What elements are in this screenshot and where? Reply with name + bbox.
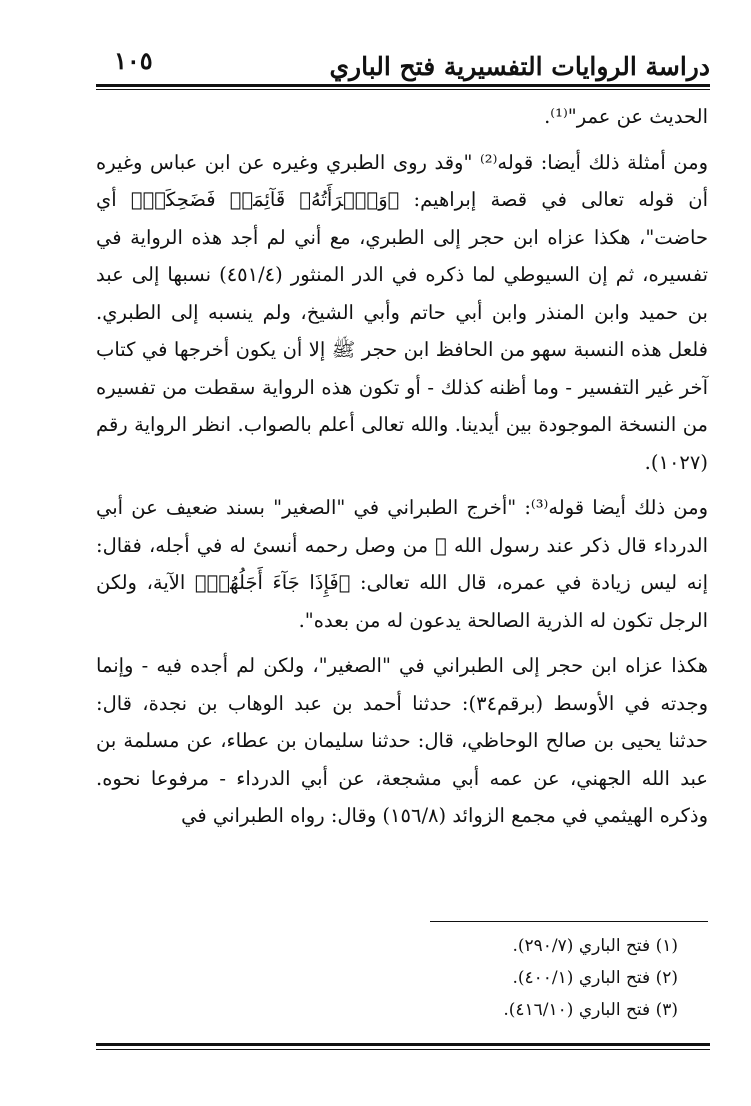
header-rule: [96, 84, 710, 87]
page-number: ١٠٥: [114, 46, 153, 75]
paragraph-4: هكذا عزاه ابن حجر إلى الطبراني في "الصغير"، ولكن لم أجده فيه - وإنما وجدته في الأوسط (برقم٣٤): حدثنا أحمد بن عبد الوهاب بن نجدة، قال: حدثنا يحيى بن صالح الوحاظي، قال: حدثنا سليمان بن عطاء، عن مسلمة بن عبد الله الجهني، عن عمه أبي مشجعة، عن أبي الدرداء - مرفوعا نحوه. وذكره الهيثمي في مجمع الزوائد (١٥٦/٨) وقال: رواه الطبراني في: [96, 654, 708, 827]
footnote-3: (٣) فتح الباري (٤١٦/١٠).: [503, 1000, 678, 1020]
header-rule-thin: [96, 89, 710, 90]
paragraph-3: ومن ذلك أيضا قوله⁽³⁾: "أخرج الطبراني في "الصغير" بسند ضعيف عن أبي الدرداء قال ذكر عند رسول الله ﷺ من وصل رحمه أنسئ له في أجله، فقال: إنه ليس زيادة في عمره، قال الله تعالى: ﴿فَإِذَا جَآءَ أَجَلُهُمۡ﴾ الآية، ولكن الرجل تكون له الذرية الصالحة يدعون له من بعده".: [96, 496, 708, 632]
footnotes: [300, 930, 678, 1026]
paragraph-1: الحديث عن عمر"⁽¹⁾.: [544, 105, 708, 128]
running-header: [96, 42, 710, 84]
footer-rule-thin: [96, 1049, 710, 1050]
paragraph-2: ومن أمثلة ذلك أيضا: قوله⁽²⁾ "وقد روى الطبري وغيره عن ابن عباس وغيره أن قوله تعالى في قصة إبراهيم: ﴿وَٱمۡرَأَتُهُۥ قَآئِمَةٞ فَضَحِكَتۡ﴾ أي حاضت"، هكذا عزاه ابن حجر إلى الطبري، مع أني لم أجد هذه الرواية في تفسيره، ثم إن السيوطي لما ذكره في الدر المنثور (٤٥١/٤) نسبها إلى عبد بن حميد وابن المنذر وابن أبي حاتم وأبي الشيخ، ولم ينسبه إلى الطبري. فلعل هذه النسبة سهو من الحافظ ابن حجر ﷺ إلا أن يكون أخرجها في كتاب آخر غير التفسير - وما أظنه كذلك - أو تكون هذه الرواية سقطت من تفسيره من النسخة الموجودة بين أيدينا. والله تعالى أعلم بالصواب. انظر الرواية رقم (١٠٢٧).: [96, 150, 708, 474]
header-title: دراسة الروايات التفسيرية فتح الباري: [329, 52, 710, 81]
footnote-separator: [430, 921, 708, 922]
footnote-1: (١) فتح الباري (٢٩٠/٧).: [512, 936, 678, 956]
footer-rule: [96, 1043, 710, 1046]
footnote-2: (٢) فتح الباري (٤٠٠/١).: [512, 968, 678, 988]
main-text: [96, 98, 708, 835]
